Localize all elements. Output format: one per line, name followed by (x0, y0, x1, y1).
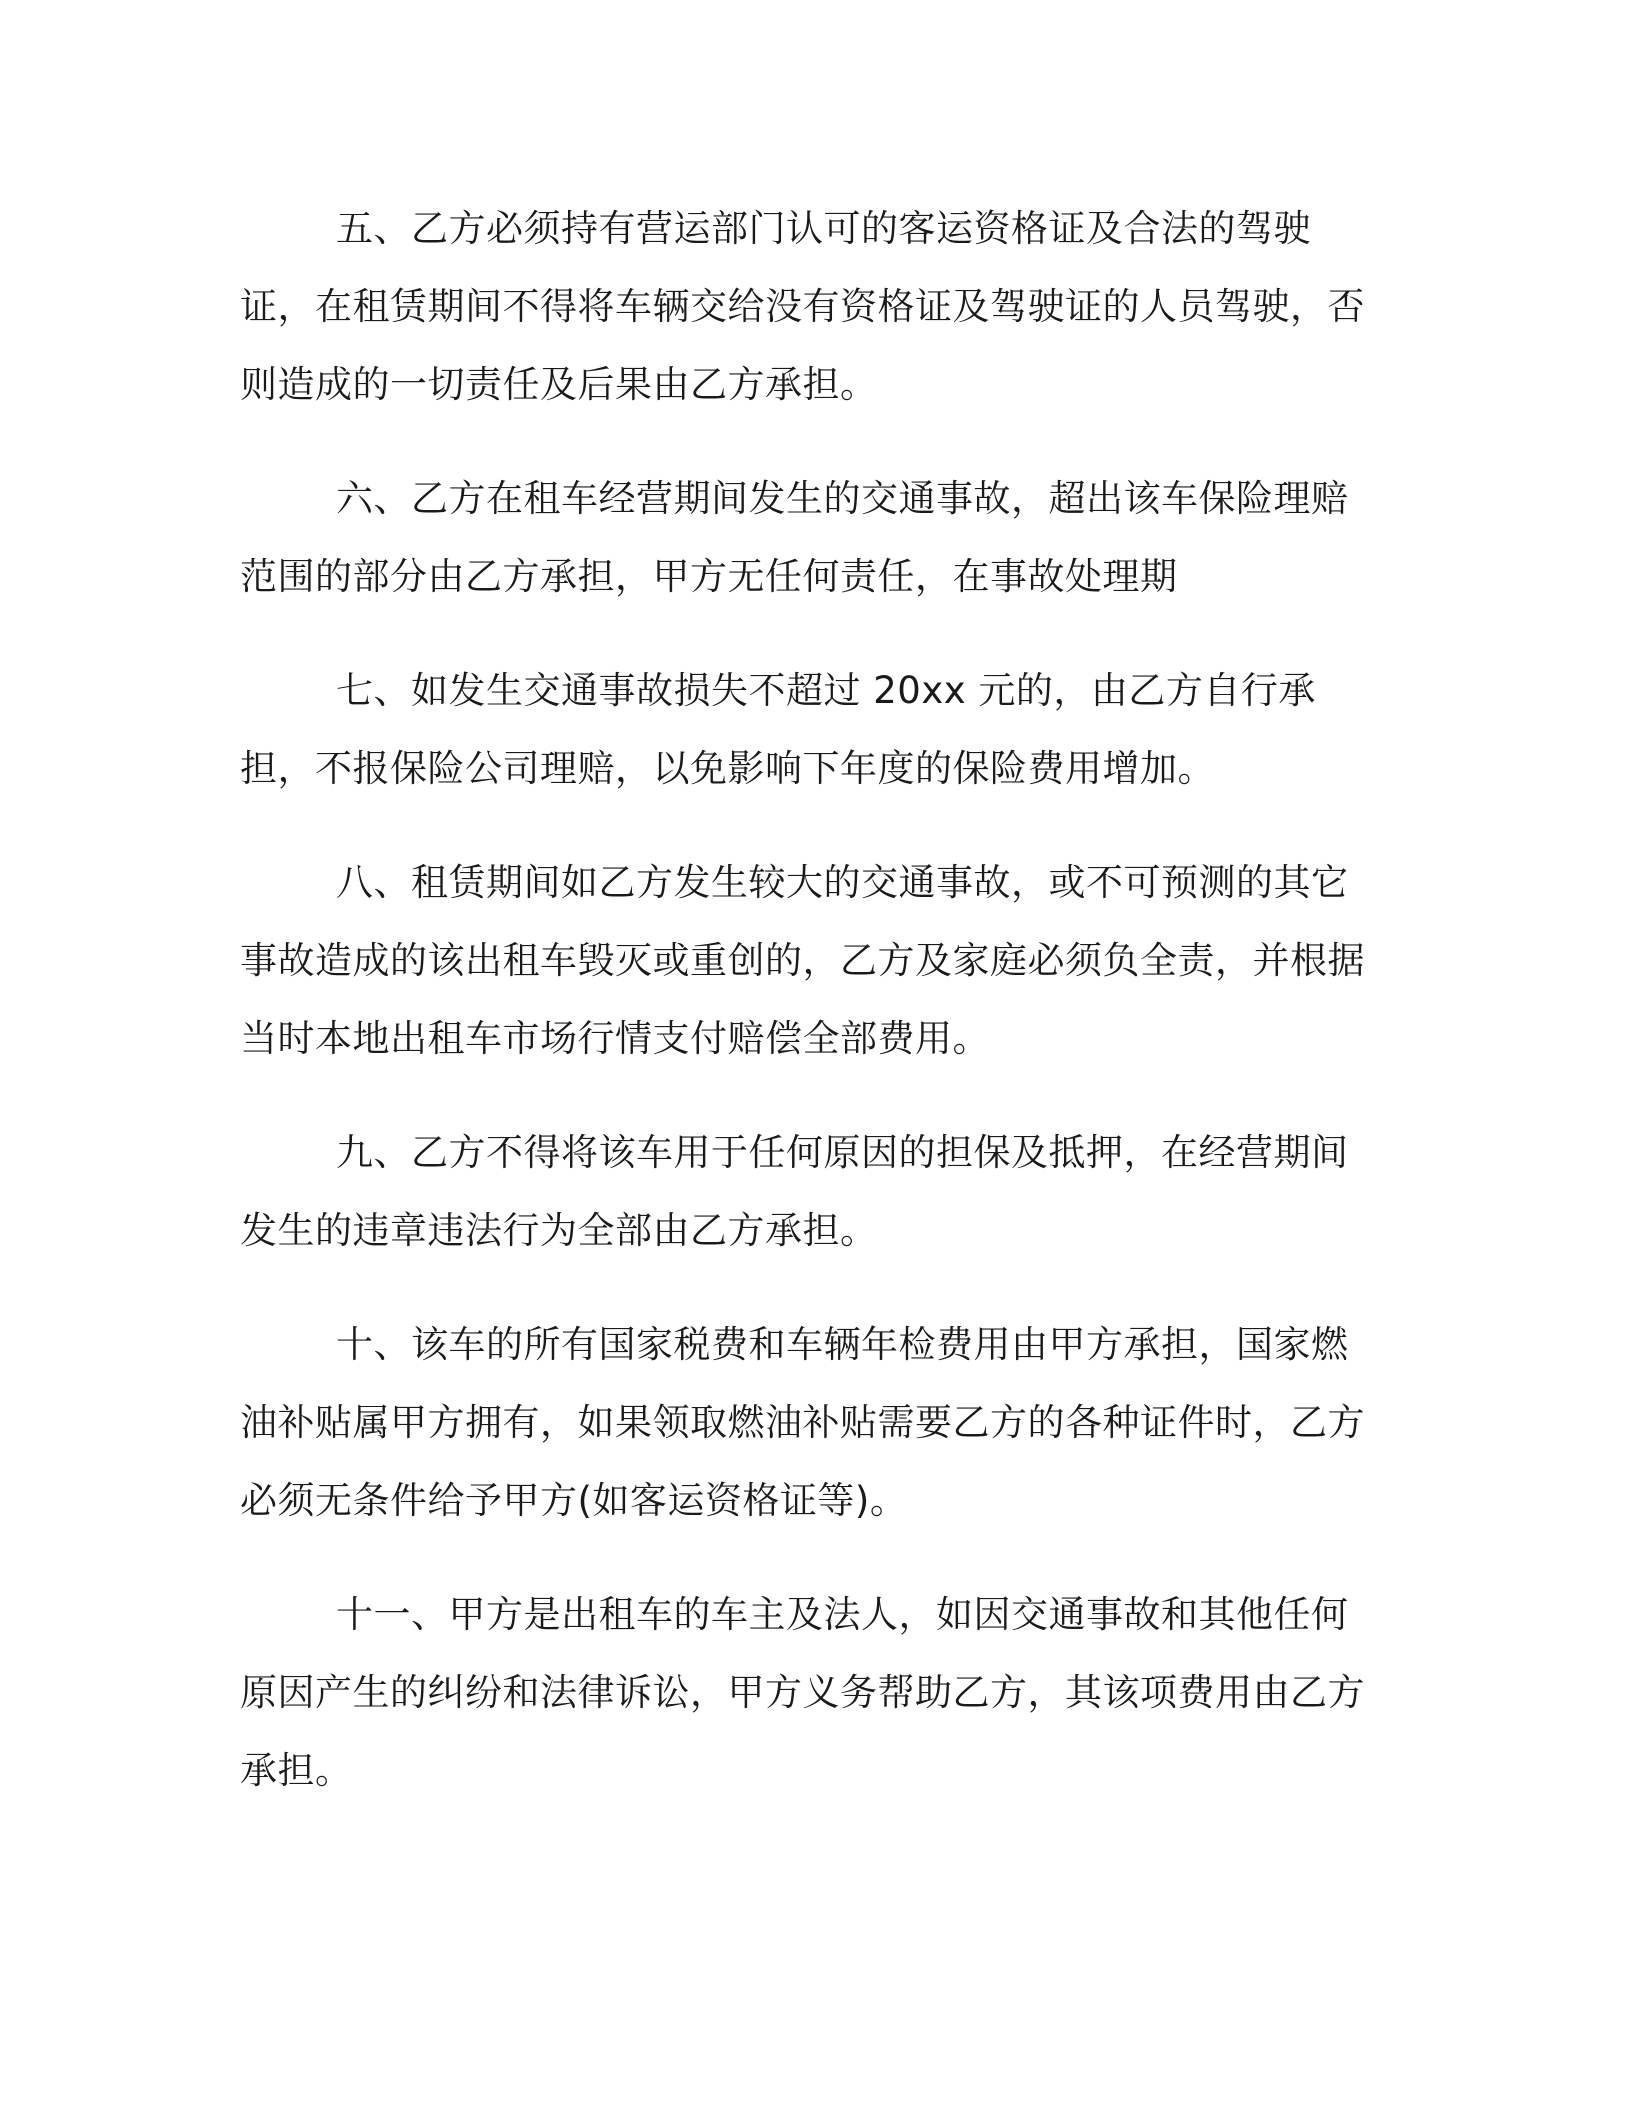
clause-11: 十一、甲方是出租车的车主及法人，如因交通事故和其他任何原因产生的纠纷和法律诉讼，甲方义务帮助乙方，其该项费用由乙方承担。 (240, 1593, 1365, 1792)
clause-5: 五、乙方必须持有营运部门认可的客运资格证及合法的驾驶证，在租赁期间不得将车辆交给没有资格证及驾驶证的人员驾驶，否则造成的一切责任及后果由乙方承担。 (240, 207, 1365, 406)
document-body (240, 190, 1370, 1846)
clause-8: 八、租赁期间如乙方发生较大的交通事故，或不可预测的其它事故造成的该出租车毁灭或重创的，乙方及家庭必须负全责，并根据当时本地出租车市场行情支付赔偿全部费用。 (240, 861, 1365, 1060)
clause-10: 十、该车的所有国家税费和车辆年检费用由甲方承担，国家燃油补贴属甲方拥有，如果领取燃油补贴需要乙方的各种证件时，乙方必须无条件给予甲方(如客运资格证等)。 (240, 1323, 1365, 1522)
clause-6: 六、乙方在租车经营期间发生的交通事故，超出该车保险理赔范围的部分由乙方承担，甲方无任何责任，在事故处理期 (240, 477, 1349, 598)
clause-7: 七、如发生交通事故损失不超过 20xx 元的，由乙方自行承担，不报保险公司理赔，以免影响下年度的保险费用增加。 (240, 669, 1316, 790)
clause-9: 九、乙方不得将该车用于任何原因的担保及抵押，在经营期间发生的违章违法行为全部由乙方承担。 (240, 1131, 1349, 1252)
